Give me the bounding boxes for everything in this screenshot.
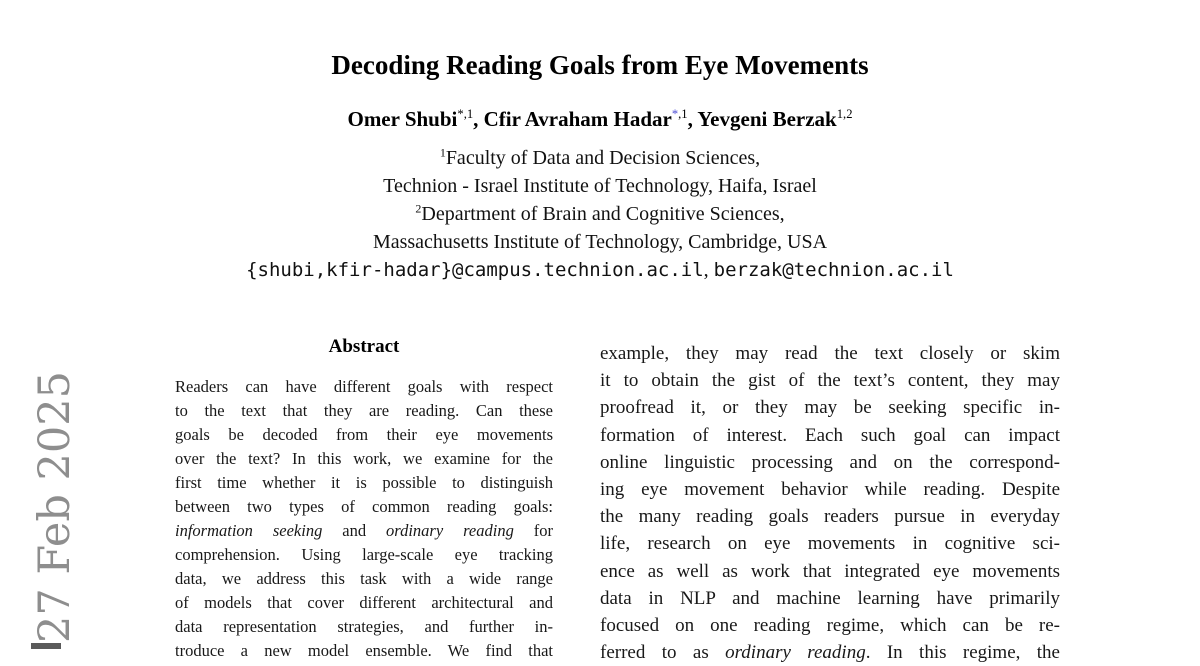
text-line: data, we address this task with a wide range [175, 569, 553, 588]
text-line: to the text that they are reading. Can these [175, 401, 553, 420]
text-line: proofread it, or they may be seeking specific in- [600, 397, 1060, 419]
text-line: troduce a new model ensemble. We find that [175, 641, 553, 660]
right-column [600, 340, 1060, 666]
email-line [0, 256, 1200, 284]
text-line: ence as well as work that integrated eye movements [600, 560, 1060, 582]
text-line: data in NLP and machine learning have primarily [600, 587, 1060, 609]
text-line: ing eye movement behavior while reading. Despite [600, 479, 1060, 501]
arxiv-date-stamp: 27 Feb 2025 [30, 371, 80, 643]
affiliation-line-4 [0, 228, 1200, 256]
text-segment: Technion - Israel Institute of Technology, Haifa, Israel [383, 175, 817, 197]
affiliation-line-1 [0, 144, 1200, 172]
text-line: ferred to as ordinary reading. In this regime, the [600, 642, 1060, 664]
text-line: over the text? In this work, we examine for the [175, 449, 553, 468]
text-line: Readers can have different goals with respect [175, 377, 553, 396]
authors-line [0, 107, 1200, 132]
abstract-heading: Abstract [328, 336, 400, 357]
text-line: focused on one reading regime, which can be re- [600, 615, 1060, 637]
text-line: information seeking and ordinary reading for [175, 521, 553, 540]
text-segment: ,1 [678, 107, 688, 121]
text-line: comprehension. Using large-scale eye tracking [175, 545, 553, 564]
arxiv-stamp-cutoff-fragment [31, 643, 61, 649]
paper-title: Decoding Reading Goals from Eye Movements [331, 50, 869, 80]
text-segment: 1 [439, 145, 446, 160]
affiliation-line-2 [0, 172, 1200, 200]
text-line: the many reading goals readers pursue in everyday [600, 506, 1060, 528]
text-line: of models that cover different architectural and [175, 593, 553, 612]
text-line: example, they may read the text closely or skim [600, 343, 1060, 364]
arxiv-stamp [22, 371, 92, 645]
left-column [175, 336, 553, 663]
text-line: life, research on eye movements in cognitive sci- [600, 533, 1060, 555]
text-line: online linguistic processing and on the correspond- [600, 451, 1060, 473]
text-segment: Yevgeni Berzak [697, 107, 837, 131]
text-segment: , [473, 107, 484, 131]
text-segment: 2 [415, 201, 422, 216]
text-segment: Faculty of Data and Decision Sciences, [445, 147, 761, 169]
text-segment: Omer Shubi [347, 107, 458, 131]
text-segment: * [671, 107, 679, 121]
affiliation-line-3 [0, 200, 1200, 228]
text-line: it to obtain the gist of the text’s content, they may [600, 370, 1060, 392]
text-segment: Massachusetts Institute of Technology, Cambridge, USA [372, 231, 828, 253]
text-line: goals be decoded from their eye movements [175, 425, 553, 444]
text-line: data representation strategies, and further in- [175, 617, 553, 636]
text-segment: *,1 [457, 107, 474, 121]
text-segment: {shubi,kfir-hadar}@campus.technion.ac.il [246, 259, 704, 281]
text-segment: Department of Brain and Cognitive Sciences, [421, 203, 785, 225]
text-line: formation of interest. Each such goal can impact [600, 424, 1060, 446]
text-segment: , [687, 107, 698, 131]
text-segment: Cfir Avraham Hadar [483, 107, 672, 131]
text-line: between two types of common reading goals: [175, 497, 553, 516]
text-segment: berzak@technion.ac.il [713, 259, 954, 281]
text-segment: 1,2 [836, 107, 853, 121]
abstract-body [175, 375, 553, 663]
text-segment: , [703, 259, 714, 281]
text-line: first time whether it is possible to distinguish [175, 473, 553, 492]
